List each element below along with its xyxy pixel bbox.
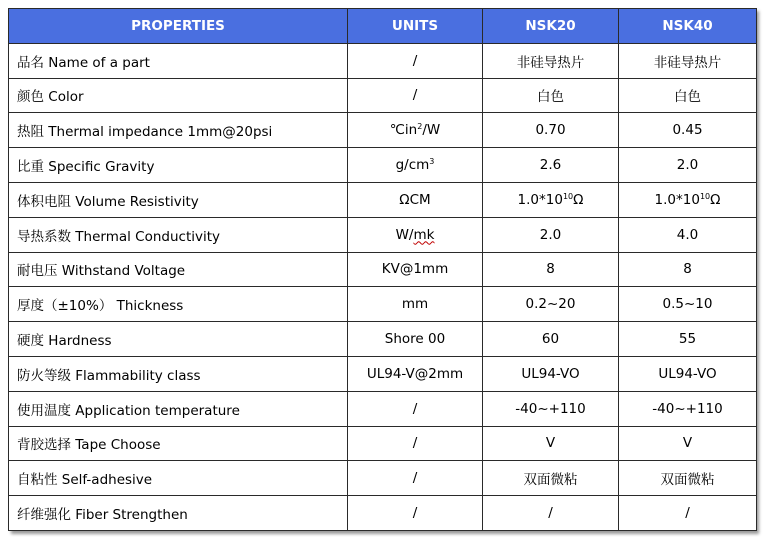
property-cell: 硬度 Hardness bbox=[9, 322, 348, 357]
nsk20-cell: 双面微粘 bbox=[483, 461, 619, 496]
nsk20-cell: / bbox=[483, 496, 619, 531]
nsk40-cell: 双面微粘 bbox=[619, 461, 757, 496]
unit-cell: UL94-V@2mm bbox=[348, 356, 483, 391]
unit-text-spellcheck: mk bbox=[413, 226, 435, 243]
unit-cell: / bbox=[348, 78, 483, 113]
nsk40-cell: 非硅导热片 bbox=[619, 43, 757, 78]
nsk20-cell: 0.70 bbox=[483, 113, 619, 148]
nsk40-cell: 白色 bbox=[619, 78, 757, 113]
value-unit: Ω bbox=[573, 191, 584, 208]
nsk40-cell bbox=[619, 182, 757, 217]
nsk40-cell: 0.5~10 bbox=[619, 287, 757, 322]
nsk40-cell: 4.0 bbox=[619, 217, 757, 252]
nsk20-cell: 2.0 bbox=[483, 217, 619, 252]
unit-cell: KV@1mm bbox=[348, 252, 483, 287]
value-unit: Ω bbox=[710, 191, 721, 208]
nsk20-cell: V bbox=[483, 426, 619, 461]
property-cell: 纤维强化 Fiber Strengthen bbox=[9, 496, 348, 531]
property-cell: 导热系数 Thermal Conductivity bbox=[9, 217, 348, 252]
property-cell: 防火等级 Flammability class bbox=[9, 356, 348, 391]
property-cell: 厚度（±10%） Thickness bbox=[9, 287, 348, 322]
property-cell: 自粘性 Self-adhesive bbox=[9, 461, 348, 496]
value-exponent: 10 bbox=[562, 191, 574, 201]
property-cell: 体积电阻 Volume Resistivity bbox=[9, 182, 348, 217]
header-row bbox=[9, 9, 757, 44]
unit-text-suffix: /W bbox=[422, 122, 441, 139]
unit-text: W/ bbox=[395, 226, 414, 243]
properties-table bbox=[8, 8, 757, 531]
table-row bbox=[9, 43, 757, 78]
nsk20-cell: 60 bbox=[483, 322, 619, 357]
nsk20-cell: 8 bbox=[483, 252, 619, 287]
unit-cell bbox=[348, 113, 483, 148]
unit-cell: / bbox=[348, 391, 483, 426]
nsk40-cell: / bbox=[619, 496, 757, 531]
table-row bbox=[9, 391, 757, 426]
nsk40-cell: 8 bbox=[619, 252, 757, 287]
unit-cell: / bbox=[348, 461, 483, 496]
value-text: 1.0*10 bbox=[517, 191, 563, 208]
unit-superscript: 3 bbox=[429, 157, 435, 167]
property-cell: 颜色 Color bbox=[9, 78, 348, 113]
properties-table-container bbox=[8, 8, 756, 531]
table-row bbox=[9, 322, 757, 357]
table-row bbox=[9, 148, 757, 183]
nsk40-cell: UL94-VO bbox=[619, 356, 757, 391]
unit-cell: / bbox=[348, 426, 483, 461]
nsk40-cell: 0.45 bbox=[619, 113, 757, 148]
table-row bbox=[9, 356, 757, 391]
table-row bbox=[9, 287, 757, 322]
nsk40-cell: 55 bbox=[619, 322, 757, 357]
property-cell: 品名 Name of a part bbox=[9, 43, 348, 78]
nsk40-cell: -40~+110 bbox=[619, 391, 757, 426]
table-row bbox=[9, 217, 757, 252]
table-row bbox=[9, 461, 757, 496]
unit-cell: / bbox=[348, 43, 483, 78]
unit-cell: ΩCM bbox=[348, 182, 483, 217]
unit-cell bbox=[348, 148, 483, 183]
property-cell: 使用温度 Application temperature bbox=[9, 391, 348, 426]
property-cell: 背胶选择 Tape Choose bbox=[9, 426, 348, 461]
header-nsk20: NSK20 bbox=[483, 9, 619, 44]
property-cell: 比重 Specific Gravity bbox=[9, 148, 348, 183]
nsk20-cell: -40~+110 bbox=[483, 391, 619, 426]
table-row bbox=[9, 426, 757, 461]
unit-cell: mm bbox=[348, 287, 483, 322]
header-properties: PROPERTIES bbox=[9, 9, 348, 44]
table-row bbox=[9, 78, 757, 113]
nsk20-cell: 2.6 bbox=[483, 148, 619, 183]
table-row bbox=[9, 113, 757, 148]
nsk20-cell: UL94-VO bbox=[483, 356, 619, 391]
unit-text: ℃in bbox=[389, 122, 418, 139]
nsk20-cell: 白色 bbox=[483, 78, 619, 113]
unit-superscript: 2 bbox=[417, 122, 423, 132]
unit-cell: / bbox=[348, 496, 483, 531]
unit-cell: Shore 00 bbox=[348, 322, 483, 357]
header-nsk40: NSK40 bbox=[619, 9, 757, 44]
property-cell: 热阻 Thermal impedance 1mm@20psi bbox=[9, 113, 348, 148]
value-text: 1.0*10 bbox=[654, 191, 700, 208]
unit-cell bbox=[348, 217, 483, 252]
table-row bbox=[9, 182, 757, 217]
nsk20-cell: 非硅导热片 bbox=[483, 43, 619, 78]
header-units: UNITS bbox=[348, 9, 483, 44]
nsk40-cell: V bbox=[619, 426, 757, 461]
unit-text: g/cm bbox=[395, 157, 430, 174]
property-cell: 耐电压 Withstand Voltage bbox=[9, 252, 348, 287]
table-row bbox=[9, 252, 757, 287]
value-exponent: 10 bbox=[699, 191, 711, 201]
nsk20-cell: 0.2~20 bbox=[483, 287, 619, 322]
nsk40-cell: 2.0 bbox=[619, 148, 757, 183]
table-row bbox=[9, 496, 757, 531]
nsk20-cell bbox=[483, 182, 619, 217]
